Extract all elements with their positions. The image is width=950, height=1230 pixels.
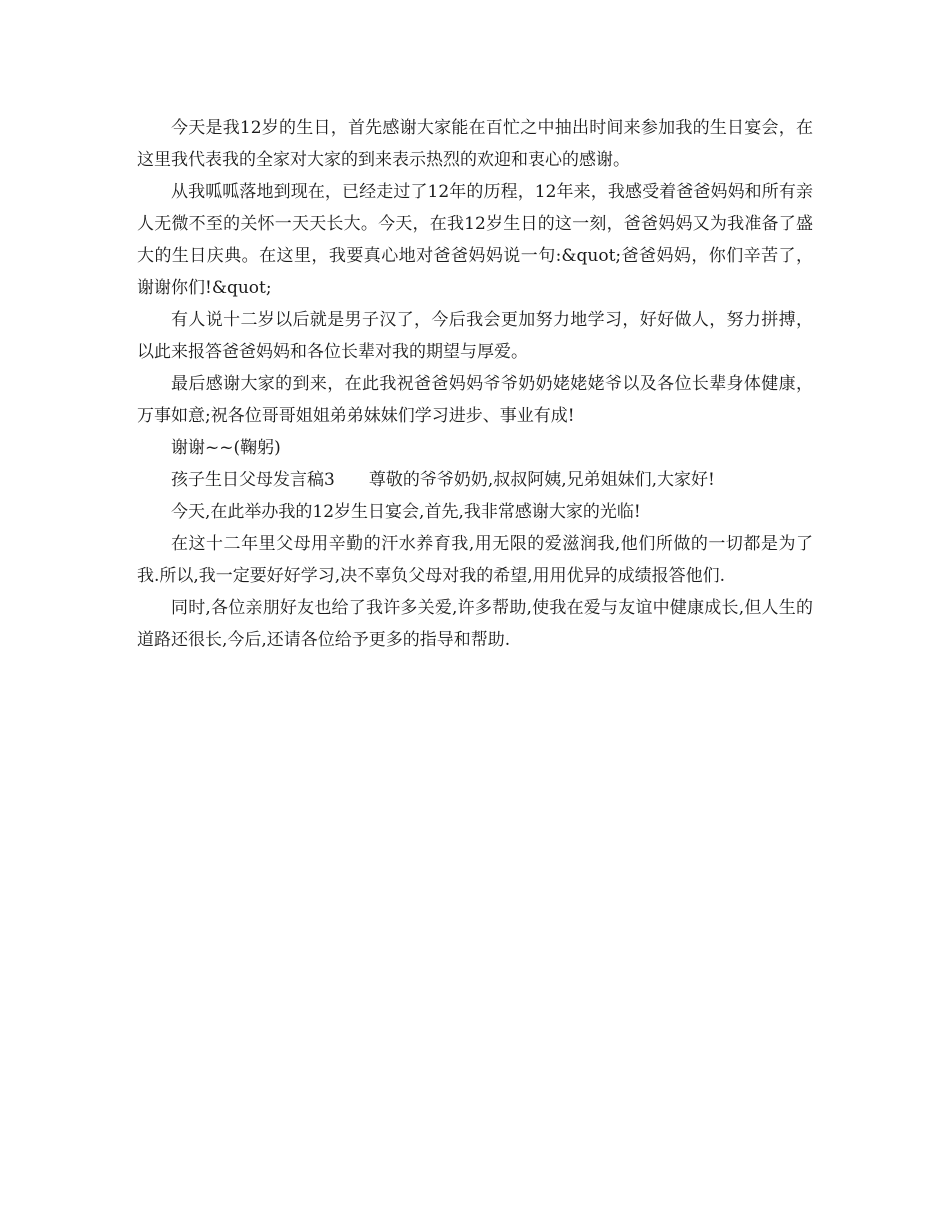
- document-body: [137, 112, 813, 656]
- paragraph-6: 孩子生日父母发言稿3 尊敬的爷爷奶奶,叔叔阿姨,兄弟姐妹们,大家好!: [171, 470, 715, 490]
- paragraph-5: 谢谢~~(鞠躬): [171, 438, 281, 458]
- paragraph-2: 从我呱呱落地到现在，已经走过了12年的历程，12年来，我感受着爸爸妈妈和所有亲人无微不至的关怀一天天长大。今天，在我12岁生日的这一刻，爸爸妈妈又为我准备了盛大的生日庆典。在这里，我要真心地对爸爸妈妈说一句:&quot;爸爸妈妈，你们辛苦了，谢谢你们!&quot;: [137, 182, 813, 298]
- paragraph-1: 今天是我12岁的生日，首先感谢大家能在百忙之中抽出时间来参加我的生日宴会，在这里我代表我的全家对大家的到来表示热烈的欢迎和衷心的感谢。: [137, 118, 813, 170]
- paragraph-7: 今天,在此举办我的12岁生日宴会,首先,我非常感谢大家的光临!: [171, 502, 641, 522]
- paragraph-4: 最后感谢大家的到来，在此我祝爸爸妈妈爷爷奶奶姥姥姥爷以及各位长辈身体健康，万事如意;祝各位哥哥姐姐弟弟妹妹们学习进步、事业有成!: [137, 374, 813, 426]
- paragraph-3: 有人说十二岁以后就是男子汉了，今后我会更加努力地学习，好好做人，努力拼搏，以此来报答爸爸妈妈和各位长辈对我的期望与厚爱。: [137, 310, 813, 362]
- paragraph-9: 同时,各位亲朋好友也给了我许多关爱,许多帮助,使我在爱与友谊中健康成长,但人生的道路还很长,今后,还请各位给予更多的指导和帮助.: [137, 598, 813, 650]
- paragraph-8: 在这十二年里父母用辛勤的汗水养育我,用无限的爱滋润我,他们所做的一切都是为了我.所以,我一定要好好学习,决不辜负父母对我的希望,用用优异的成绩报答他们.: [137, 534, 813, 586]
